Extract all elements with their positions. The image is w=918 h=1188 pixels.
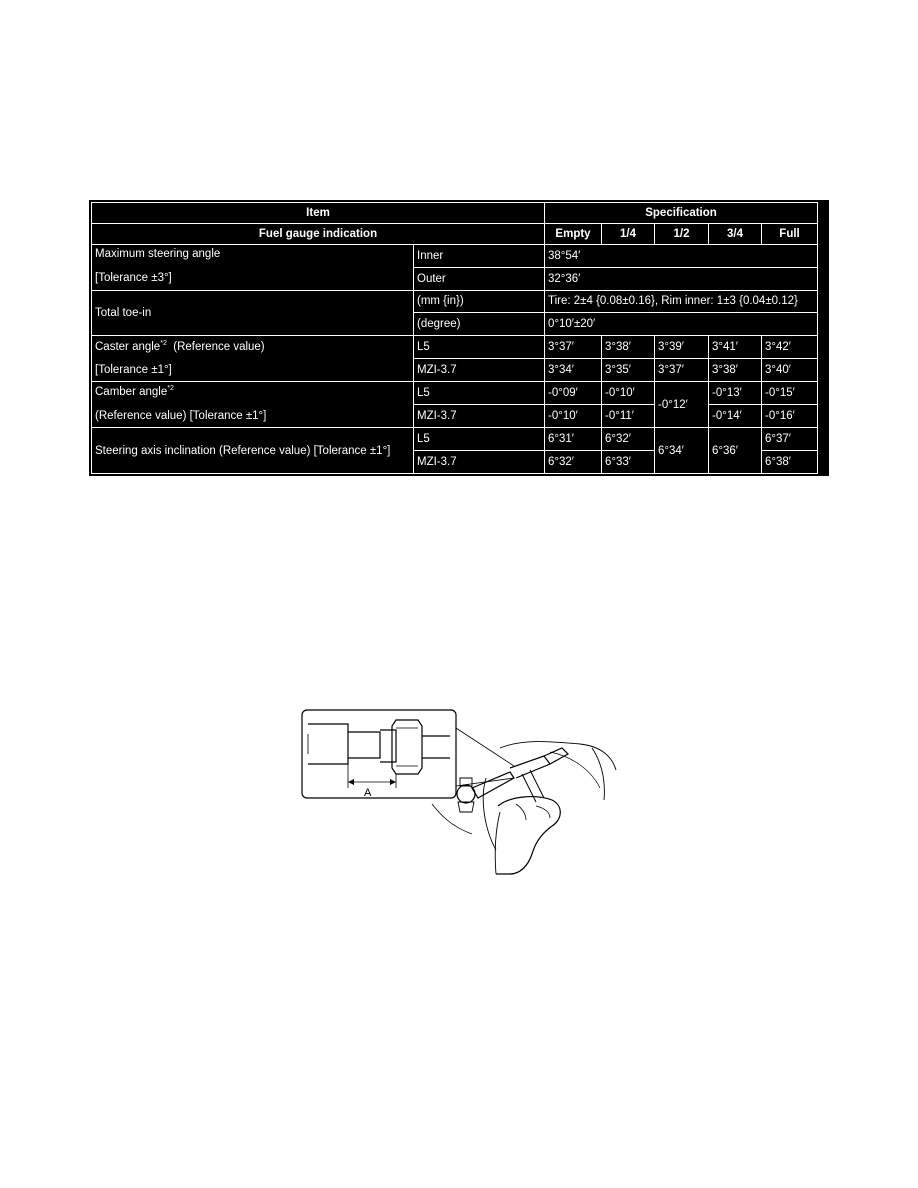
caster-mzi-label: MZI-3.7: [414, 359, 545, 382]
camber-mzi-empty: -0°10′: [545, 405, 602, 428]
steer-axis-mzi-full: 6°38′: [762, 450, 818, 473]
steer-axis-half-shared: 6°34′: [655, 428, 709, 474]
specification-table-frame: [89, 200, 829, 476]
caster-mzi-full: 3°40′: [762, 359, 818, 382]
ball-joint: [457, 785, 475, 803]
steer-axis-l5-label: L5: [414, 428, 545, 451]
toe-degree-value: 0°10′±20′: [545, 313, 818, 336]
caster-l5-empty: 3°37′: [545, 336, 602, 359]
steer-axis-l5-empty: 6°31′: [545, 428, 602, 451]
steer-axis-l5-full: 6°37′: [762, 428, 818, 451]
caster-angle-label: Caster angle$^{*2}$ (Reference value) [Tolerance ±1°]: [92, 336, 414, 382]
steering-axis-inclination-label: Steering axis inclination (Reference value) [Tolerance ±1°]: [92, 428, 414, 474]
toe-mm-label: (mm {in}): [414, 290, 545, 313]
caster-l5-three-quarter: 3°41′: [709, 336, 762, 359]
camber-l5-three-quarter: -0°13′: [709, 382, 762, 405]
camber-mzi-quarter: -0°11′: [602, 405, 655, 428]
caster-l5-quarter: 3°38′: [602, 336, 655, 359]
max-steering-inner-value: 38°54′: [545, 244, 818, 267]
camber-mzi-three-quarter: -0°14′: [709, 405, 762, 428]
caster-mzi-quarter: 3°35′: [602, 359, 655, 382]
col-empty: Empty: [545, 223, 602, 244]
col-full: Full: [762, 223, 818, 244]
camber-l5-quarter: -0°10′: [602, 382, 655, 405]
toe-mm-value: Tire: 2±4 {0.08±0.16}, Rim inner: 1±3 {0.04±0.12}: [545, 290, 818, 313]
steer-axis-mzi-empty: 6°32′: [545, 450, 602, 473]
header-item: Item: [92, 203, 545, 224]
col-half: 1/2: [655, 223, 709, 244]
total-toe-in-label: Total toe-in: [92, 290, 414, 336]
steer-axis-l5-quarter: 6°32′: [602, 428, 655, 451]
tie-rod-adjustment-illustration: [300, 708, 618, 878]
camber-mzi-full: -0°16′: [762, 405, 818, 428]
caster-l5-label: L5: [414, 336, 545, 359]
header-specification: Specification: [545, 203, 818, 224]
col-quarter: 1/4: [602, 223, 655, 244]
tie-rod-outline: [472, 772, 514, 798]
alignment-specification-table: [91, 202, 818, 474]
caster-mzi-half: 3°37′: [655, 359, 709, 382]
caster-l5-full: 3°42′: [762, 336, 818, 359]
steer-axis-three-quarter-shared: 6°36′: [709, 428, 762, 474]
max-steering-outer-value: 32°36′: [545, 267, 818, 290]
camber-l5-label: L5: [414, 382, 545, 405]
caster-mzi-three-quarter: 3°38′: [709, 359, 762, 382]
max-steering-inner-label: Inner: [414, 244, 545, 267]
camber-angle-label: Camber angle$^{*2}$ (Reference value) [Tolerance ±1°]: [92, 382, 414, 428]
camber-l5-empty: -0°09′: [545, 382, 602, 405]
caster-mzi-empty: 3°34′: [545, 359, 602, 382]
detail-inset-frame: [302, 710, 456, 798]
rod-outline: [308, 724, 348, 764]
camber-mzi-label: MZI-3.7: [414, 405, 545, 428]
camber-l5-full: -0°15′: [762, 382, 818, 405]
max-steering-angle-label: Maximum steering angle [Tolerance ±3°]: [92, 244, 414, 290]
col-three-quarter: 3/4: [709, 223, 762, 244]
steer-axis-mzi-label: MZI-3.7: [414, 450, 545, 473]
header-fuel-gauge: Fuel gauge indication: [92, 223, 545, 244]
hand-outline: [496, 797, 560, 874]
steer-axis-mzi-quarter: 6°33′: [602, 450, 655, 473]
dimension-a-label: A: [364, 787, 372, 799]
caster-l5-half: 3°39′: [655, 336, 709, 359]
camber-half-shared: -0°12′: [655, 382, 709, 428]
max-steering-outer-label: Outer: [414, 267, 545, 290]
toe-degree-label: (degree): [414, 313, 545, 336]
